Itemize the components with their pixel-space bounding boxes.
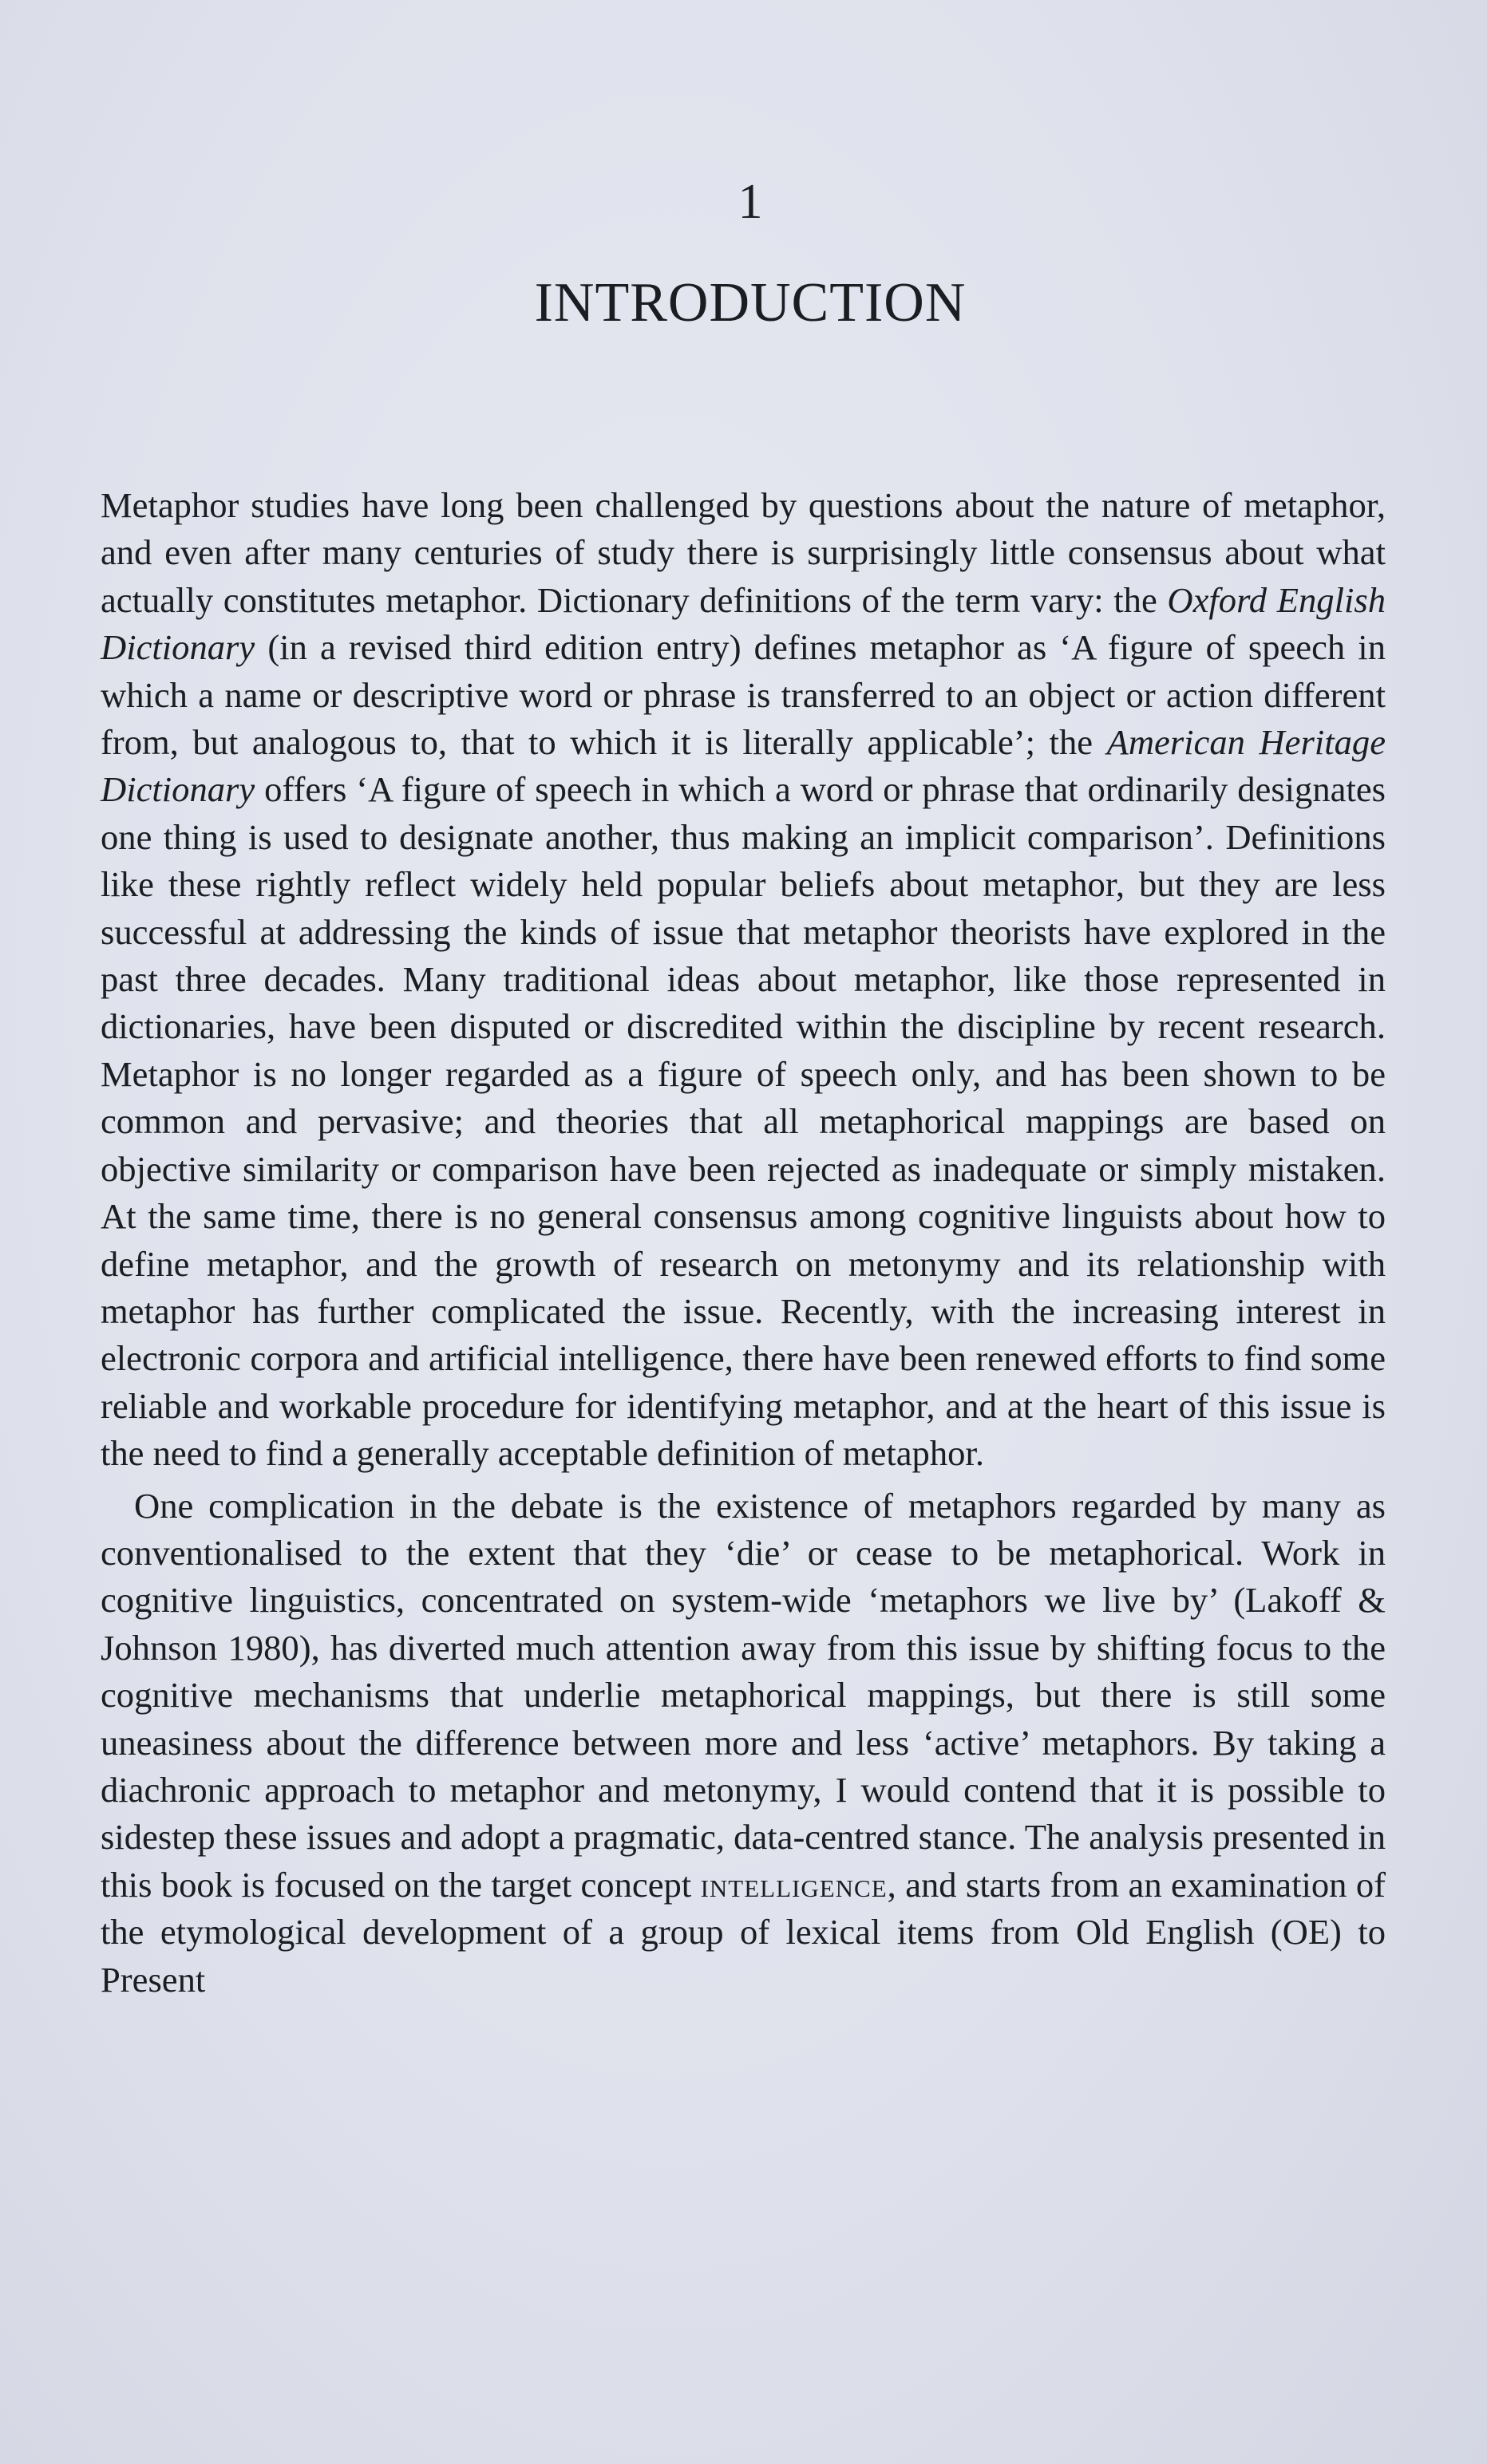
- book-title: American Heritage Dictionary: [101, 722, 1386, 810]
- text-run: (in a revised third edition entry) defines metaphor as ‘A figure of speech in which a name or descriptive word or phrase is transferred to an object or action different from, but analogous to, that to which it is literally applicable’; the: [101, 627, 1386, 763]
- text-run: , and starts from an examination of the etymological development of a group of lexical items from Old English (OE) to Present: [101, 1864, 1386, 2000]
- paragraph: [101, 482, 1386, 1478]
- chapter-title: INTRODUCTION: [534, 272, 967, 334]
- text-run: Metaphor studies have long been challenged by questions about the nature of metaphor, and even after many centuries of study there is surprisingly little consensus about what actually constitutes metaphor. Dictionary definitions of the term vary: the: [101, 485, 1386, 620]
- paragraph: [101, 1483, 1386, 2004]
- text-run: One complication in the debate is the existence of metaphors regarded by many as conventionalised to the extent that they ‘die’ or cease to be metaphorical. Work in cognitive linguistics, concentrated on system-wide ‘metaphors we live by’ (Lakoff & Johnson 1980), has diverted much attention away from this issue by shifting focus to the cognitive mechanisms that underlie metaphorical mappings, but there is still some uneasiness about the difference between more and less ‘active’ metaphors. By taking a diachronic approach to metaphor and metonymy, I would contend that it is possible to sidestep these issues and adopt a pragmatic, data-centred stance. The analysis presented in this book is focused on the target concept: [101, 1485, 1386, 1905]
- concept-term: intelligence: [700, 1864, 888, 1905]
- book-title: Oxford English Dictionary: [101, 579, 1386, 668]
- chapter-number: 1: [738, 175, 763, 229]
- text-run: offers ‘A figure of speech in which a word or phrase that ordinarily designates one thing is used to designate another, thus making an implicit comparison’. Definitions like these rightly reflect widely held popular beliefs about metaphor, but they are less successful at addressing the kinds of issue that metaphor theorists have explored in the past three decades. Many traditional ideas about metaphor, like those represented in dictionaries, have been disputed or discredited within the discipline by recent research. Metaphor is no longer regarded as a figure of speech only, and has been shown to be common and pervasive; and theories that all metaphorical mappings are based on objective similarity or comparison have been rejected as inadequate or simply mistaken. At the same time, there is no general consensus among cognitive linguists about how to define metaphor, and the growth of research on metonymy and its relationship with metaphor has further complicated the issue. Recently, with the increasing interest in electronic corpora and artificial intelligence, there have been renewed efforts to find some reliable and workable procedure for identifying metaphor, and at the heart of this issue is the need to find a generally acceptable definition of metaphor.: [101, 769, 1386, 1474]
- chapter-body: [101, 482, 1386, 2004]
